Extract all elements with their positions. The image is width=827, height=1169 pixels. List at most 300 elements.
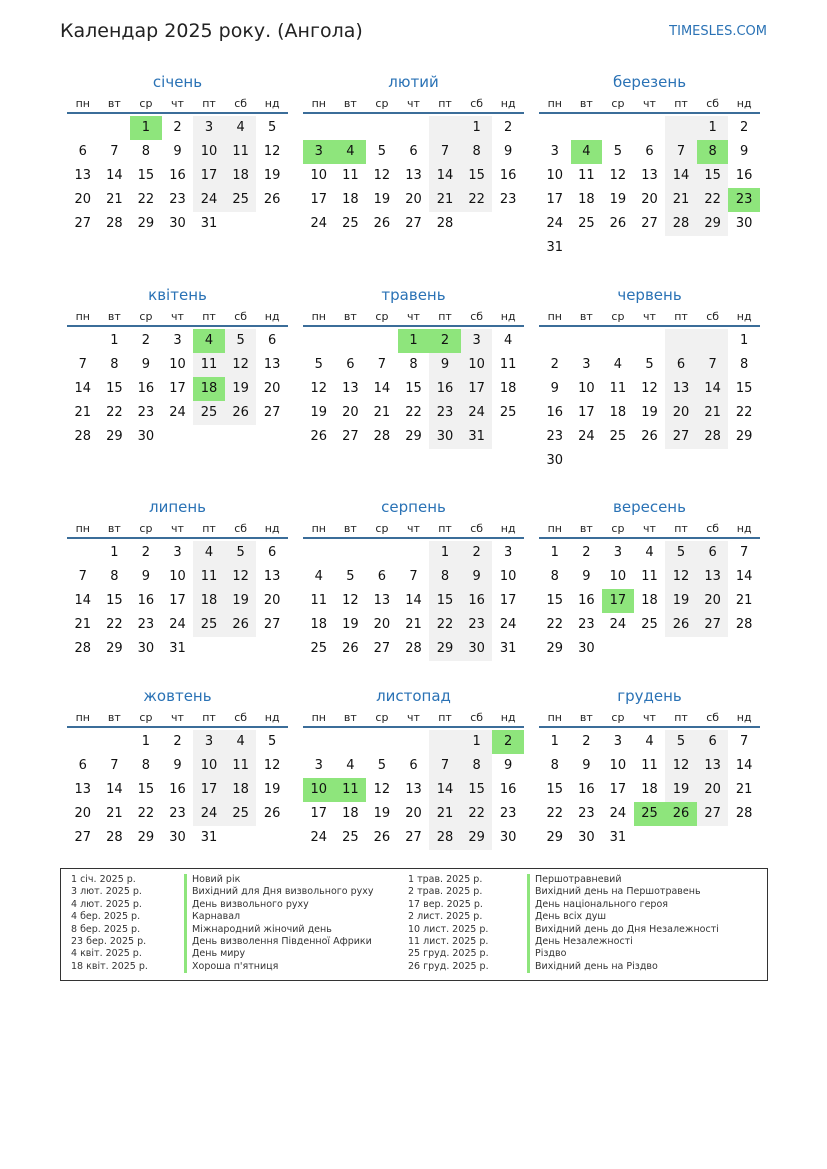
weekday-label: вт xyxy=(107,97,121,110)
holiday-legend xyxy=(60,868,768,981)
day-cell: 15 xyxy=(468,168,485,183)
legend-date: 25 груд. 2025 р. xyxy=(408,948,489,960)
day-cell: 9 xyxy=(504,144,513,159)
weekday-label: ср xyxy=(375,97,389,110)
day-cell: 12 xyxy=(263,758,281,773)
day-cell: 20 xyxy=(263,593,281,608)
day-cell: 16 xyxy=(578,782,595,797)
days-grid xyxy=(67,116,288,260)
weekday-label: чт xyxy=(407,711,420,724)
site-link[interactable]: TIMESLES.COM xyxy=(669,24,767,39)
weekday-label: пн xyxy=(547,310,562,323)
day-cell: 20 xyxy=(74,192,92,207)
holiday-day-cell: 10 xyxy=(303,778,335,802)
day-cell: 20 xyxy=(405,192,422,207)
weekday-label: пт xyxy=(438,522,452,535)
days-grid xyxy=(303,730,524,874)
day-cell: 18 xyxy=(641,593,658,608)
weekday-label: пн xyxy=(547,711,562,724)
day-cell: 17 xyxy=(169,381,186,396)
day-cell: 4 xyxy=(314,569,323,584)
weekday-label: нд xyxy=(500,310,516,323)
day-cell: 27 xyxy=(342,429,359,444)
legend-date: 8 бер. 2025 р. xyxy=(71,923,141,935)
legend-holiday-name: Міжнародний жіночий день xyxy=(184,924,389,936)
day-cell: 11 xyxy=(641,758,658,773)
day-cell: 20 xyxy=(672,405,690,420)
day-cell: 5 xyxy=(676,545,686,560)
day-cell: 20 xyxy=(405,806,422,821)
day-cell: 27 xyxy=(263,405,281,420)
days-grid xyxy=(67,329,288,473)
day-cell: 22 xyxy=(106,617,123,632)
day-cell: 26 xyxy=(373,216,391,231)
day-cell: 13 xyxy=(263,357,281,372)
day-cell: 24 xyxy=(546,216,564,231)
day-cell: 19 xyxy=(232,593,249,608)
day-cell: 13 xyxy=(74,168,92,183)
day-cell: 19 xyxy=(641,405,658,420)
holiday-day-cell: 11 xyxy=(335,778,367,802)
day-cell: 8 xyxy=(472,144,481,159)
day-cell: 6 xyxy=(409,758,418,773)
day-cell: 29 xyxy=(137,830,155,845)
legend-date: 18 квіт. 2025 р. xyxy=(71,960,148,972)
legend-date: 17 вер. 2025 р. xyxy=(408,898,483,910)
days-grid xyxy=(67,730,288,874)
legend-holiday-name: Новий рік xyxy=(184,874,389,886)
day-cell: 14 xyxy=(373,381,391,396)
day-cell: 16 xyxy=(578,593,595,608)
day-cell: 29 xyxy=(137,216,155,231)
legend-names-left xyxy=(184,874,389,973)
day-cell: 1 xyxy=(472,734,481,749)
day-cell: 18 xyxy=(200,593,218,608)
day-cell: 15 xyxy=(704,168,721,183)
weekday-header xyxy=(303,708,524,728)
legend-holiday-name: День всіх душ xyxy=(527,911,732,923)
legend-holiday-name: День визволення Південної Африки xyxy=(184,936,389,948)
day-cell: 19 xyxy=(342,617,359,632)
day-cell: 26 xyxy=(310,429,328,444)
day-cell: 17 xyxy=(578,405,595,420)
day-cell: 2 xyxy=(141,545,151,560)
holiday-day-cell: 2 xyxy=(429,329,461,353)
day-cell: 21 xyxy=(735,782,753,797)
day-cell: 27 xyxy=(74,830,92,845)
day-cell: 21 xyxy=(106,806,123,821)
day-cell: 2 xyxy=(173,734,182,749)
day-cell: 30 xyxy=(468,641,485,656)
weekday-label: чт xyxy=(643,711,656,724)
day-cell: 10 xyxy=(578,381,595,396)
weekday-label: нд xyxy=(736,711,752,724)
weekday-header xyxy=(303,519,524,539)
day-cell: 3 xyxy=(173,333,182,348)
day-cell: 20 xyxy=(641,192,658,207)
day-cell: 7 xyxy=(708,357,717,372)
day-cell: 5 xyxy=(613,144,623,159)
weekday-label: нд xyxy=(500,711,516,724)
weekday-label: ср xyxy=(139,711,153,724)
day-cell: 7 xyxy=(377,357,387,372)
day-cell: 8 xyxy=(141,758,151,773)
weekday-label: сб xyxy=(470,711,484,724)
day-cell: 12 xyxy=(373,168,391,183)
day-cell: 24 xyxy=(578,429,595,444)
weekday-label: нд xyxy=(736,522,752,535)
legend-date: 4 лют. 2025 р. xyxy=(71,898,142,910)
day-cell: 10 xyxy=(499,569,517,584)
weekday-label: чт xyxy=(407,97,420,110)
day-cell: 24 xyxy=(310,830,328,845)
day-cell: 16 xyxy=(169,168,186,183)
day-cell: 6 xyxy=(676,357,686,372)
day-cell: 24 xyxy=(200,806,218,821)
legend-holiday-name: Першотравневий xyxy=(527,874,732,886)
day-cell: 6 xyxy=(645,144,654,159)
weekday-label: ср xyxy=(139,310,153,323)
holiday-day-cell: 23 xyxy=(728,188,760,212)
month-3 xyxy=(539,72,760,260)
day-cell: 18 xyxy=(499,381,517,396)
weekday-label: пн xyxy=(311,711,326,724)
day-cell: 9 xyxy=(141,357,151,372)
weekday-label: вт xyxy=(107,310,121,323)
day-cell: 31 xyxy=(546,240,564,255)
day-cell: 29 xyxy=(546,830,564,845)
weekday-label: вт xyxy=(579,310,593,323)
day-cell: 1 xyxy=(440,545,450,560)
weekday-label: пт xyxy=(674,711,688,724)
day-cell: 6 xyxy=(708,734,717,749)
day-cell: 24 xyxy=(169,405,186,420)
weekday-label: пт xyxy=(202,310,216,323)
legend-date: 1 трав. 2025 р. xyxy=(408,874,483,885)
legend-holiday-name: День національного героя xyxy=(527,899,732,911)
day-cell: 2 xyxy=(582,734,591,749)
holiday-day-cell: 1 xyxy=(398,329,430,353)
day-cell: 10 xyxy=(169,569,186,584)
legend-date: 2 трав. 2025 р. xyxy=(408,886,483,898)
weekday-label: ср xyxy=(139,97,153,110)
days-grid xyxy=(303,541,524,685)
weekday-label: нд xyxy=(736,97,752,110)
day-cell: 24 xyxy=(310,216,328,231)
weekday-label: пт xyxy=(202,97,216,110)
day-cell: 11 xyxy=(232,758,249,773)
day-cell: 16 xyxy=(735,168,753,183)
day-cell: 8 xyxy=(550,569,559,584)
day-cell: 26 xyxy=(373,830,391,845)
day-cell: 2 xyxy=(550,357,559,372)
day-cell: 28 xyxy=(672,216,690,231)
month-name: серпень xyxy=(381,498,446,516)
day-cell: 30 xyxy=(578,641,595,656)
day-cell: 22 xyxy=(468,806,485,821)
weekday-label: вт xyxy=(579,711,593,724)
day-cell: 22 xyxy=(137,806,155,821)
day-cell: 5 xyxy=(377,758,387,773)
month-8 xyxy=(303,497,524,685)
day-cell: 12 xyxy=(672,758,690,773)
day-cell: 3 xyxy=(204,734,214,749)
weekday-label: ср xyxy=(611,711,625,724)
day-cell: 27 xyxy=(405,830,422,845)
day-cell: 28 xyxy=(74,429,92,444)
day-cell: 2 xyxy=(582,545,591,560)
day-cell: 5 xyxy=(236,545,245,560)
month-1 xyxy=(67,72,288,260)
day-cell: 12 xyxy=(373,782,391,797)
holiday-day-cell: 4 xyxy=(335,140,367,164)
day-cell: 25 xyxy=(342,216,359,231)
weekday-label: сб xyxy=(470,310,484,323)
weekday-label: пн xyxy=(311,522,326,535)
legend-date: 4 бер. 2025 р. xyxy=(71,911,141,923)
day-cell: 22 xyxy=(436,617,454,632)
day-cell: 3 xyxy=(504,545,513,560)
day-cell: 10 xyxy=(310,168,328,183)
day-cell: 13 xyxy=(641,168,658,183)
weekday-label: пт xyxy=(674,522,688,535)
weekday-label: пт xyxy=(674,310,688,323)
day-cell: 31 xyxy=(200,830,218,845)
day-cell: 11 xyxy=(200,357,218,372)
day-cell: 24 xyxy=(468,405,485,420)
day-cell: 6 xyxy=(268,545,277,560)
weekday-header xyxy=(303,94,524,114)
day-cell: 19 xyxy=(373,806,391,821)
day-cell: 5 xyxy=(268,120,277,135)
day-cell: 17 xyxy=(609,782,627,797)
day-cell: 22 xyxy=(735,405,753,420)
day-cell: 16 xyxy=(436,381,454,396)
month-name: листопад xyxy=(376,687,451,705)
legend-holiday-name: Вихідний день до Дня Незалежності xyxy=(527,924,732,936)
legend-date: 1 січ. 2025 р. xyxy=(71,874,136,885)
day-cell: 12 xyxy=(263,144,281,159)
day-cell: 24 xyxy=(609,806,627,821)
day-cell: 17 xyxy=(200,782,218,797)
day-cell: 1 xyxy=(740,333,749,348)
month-name: липень xyxy=(148,498,207,516)
month-name: червень xyxy=(617,286,682,304)
day-cell: 15 xyxy=(468,782,485,797)
day-cell: 21 xyxy=(672,192,690,207)
legend-date: 3 лют. 2025 р. xyxy=(71,886,142,898)
weekday-header xyxy=(303,307,524,327)
holiday-day-cell: 18 xyxy=(193,377,225,401)
day-cell: 16 xyxy=(137,381,155,396)
day-cell: 14 xyxy=(672,168,690,183)
day-cell: 11 xyxy=(609,381,627,396)
weekday-label: вт xyxy=(107,522,121,535)
day-cell: 23 xyxy=(578,806,595,821)
day-cell: 4 xyxy=(346,758,355,773)
legend-date: 2 лист. 2025 р. xyxy=(408,911,483,923)
day-cell: 17 xyxy=(468,381,485,396)
weekday-label: чт xyxy=(643,310,656,323)
legend-holiday-name: Карнавал xyxy=(184,911,389,923)
day-cell: 10 xyxy=(200,144,218,159)
day-cell: 23 xyxy=(546,429,564,444)
day-cell: 14 xyxy=(436,168,454,183)
day-cell: 15 xyxy=(546,782,564,797)
day-cell: 29 xyxy=(735,429,753,444)
weekday-header xyxy=(67,519,288,539)
day-cell: 10 xyxy=(468,357,485,372)
day-cell: 23 xyxy=(436,405,454,420)
legend-date: 26 груд. 2025 р. xyxy=(408,960,489,972)
day-cell: 25 xyxy=(232,192,249,207)
weekday-label: вт xyxy=(343,711,357,724)
day-cell: 20 xyxy=(704,782,721,797)
day-cell: 8 xyxy=(110,569,119,584)
day-cell: 25 xyxy=(578,216,595,231)
day-cell: 15 xyxy=(106,381,123,396)
day-cell: 6 xyxy=(708,545,717,560)
day-cell: 22 xyxy=(468,192,485,207)
weekday-label: пн xyxy=(311,310,326,323)
day-cell: 2 xyxy=(141,333,151,348)
day-cell: 2 xyxy=(504,120,513,135)
legend-names-right xyxy=(527,874,732,973)
day-cell: 23 xyxy=(137,405,155,420)
day-cell: 11 xyxy=(310,593,328,608)
day-cell: 17 xyxy=(546,192,564,207)
holiday-day-cell: 26 xyxy=(665,802,697,826)
day-cell: 24 xyxy=(609,617,627,632)
day-cell: 22 xyxy=(704,192,721,207)
day-cell: 5 xyxy=(676,734,686,749)
weekday-label: ср xyxy=(375,711,389,724)
day-cell: 3 xyxy=(550,144,559,159)
day-cell: 5 xyxy=(314,357,323,372)
day-cell: 12 xyxy=(672,569,690,584)
day-cell: 14 xyxy=(405,593,422,608)
day-cell: 8 xyxy=(440,569,450,584)
day-cell: 23 xyxy=(169,192,186,207)
day-cell: 14 xyxy=(106,782,123,797)
day-cell: 15 xyxy=(405,381,422,396)
day-cell: 16 xyxy=(499,782,517,797)
day-cell: 13 xyxy=(373,593,391,608)
day-cell: 12 xyxy=(609,168,627,183)
day-cell: 20 xyxy=(373,617,391,632)
day-cell: 14 xyxy=(436,782,454,797)
day-cell: 30 xyxy=(436,429,454,444)
day-cell: 28 xyxy=(106,830,123,845)
day-cell: 13 xyxy=(342,381,359,396)
weekday-label: пн xyxy=(75,310,90,323)
day-cell: 27 xyxy=(74,216,92,231)
day-cell: 3 xyxy=(173,545,182,560)
day-cell: 23 xyxy=(169,806,186,821)
weekday-label: вт xyxy=(579,522,593,535)
holiday-day-cell: 8 xyxy=(697,140,729,164)
weekday-label: сб xyxy=(706,97,720,110)
legend-holiday-name: Вихідний для Дня визвольного руху xyxy=(184,886,389,898)
day-cell: 13 xyxy=(672,381,690,396)
day-cell: 25 xyxy=(499,405,517,420)
weekday-label: сб xyxy=(234,97,248,110)
day-cell: 21 xyxy=(436,806,454,821)
day-cell: 9 xyxy=(141,569,151,584)
day-cell: 27 xyxy=(263,617,281,632)
day-cell: 26 xyxy=(263,806,281,821)
month-name: березень xyxy=(612,73,687,91)
day-cell: 16 xyxy=(468,593,485,608)
legend-date: 4 квіт. 2025 р. xyxy=(71,948,142,960)
day-cell: 19 xyxy=(232,381,249,396)
day-cell: 29 xyxy=(704,216,721,231)
day-cell: 18 xyxy=(342,192,359,207)
month-5 xyxy=(303,285,524,473)
weekday-header xyxy=(67,307,288,327)
day-cell: 4 xyxy=(645,734,654,749)
day-cell: 1 xyxy=(141,734,151,749)
day-cell: 7 xyxy=(409,569,418,584)
weekday-label: нд xyxy=(500,97,516,110)
day-cell: 7 xyxy=(740,734,749,749)
day-cell: 13 xyxy=(704,758,721,773)
day-cell: 5 xyxy=(346,569,355,584)
weekday-label: сб xyxy=(234,310,248,323)
day-cell: 19 xyxy=(373,192,391,207)
day-cell: 23 xyxy=(137,617,155,632)
day-cell: 25 xyxy=(641,617,658,632)
holiday-day-cell: 17 xyxy=(602,589,634,613)
day-cell: 20 xyxy=(342,405,359,420)
day-cell: 11 xyxy=(499,357,517,372)
weekday-label: нд xyxy=(264,711,280,724)
month-name: травень xyxy=(381,286,446,304)
day-cell: 8 xyxy=(740,357,749,372)
holiday-day-cell: 3 xyxy=(303,140,335,164)
day-cell: 28 xyxy=(735,617,753,632)
legend-dates-left xyxy=(71,874,181,973)
day-cell: 30 xyxy=(499,830,517,845)
day-cell: 14 xyxy=(74,593,92,608)
legend-holiday-name: Вихідний день на Першотравень xyxy=(527,886,732,898)
day-cell: 30 xyxy=(546,453,564,468)
day-cell: 10 xyxy=(200,758,218,773)
day-cell: 10 xyxy=(609,569,627,584)
day-cell: 11 xyxy=(200,569,218,584)
month-name: вересень xyxy=(613,498,686,516)
day-cell: 20 xyxy=(74,806,92,821)
weekday-label: пт xyxy=(202,711,216,724)
day-cell: 13 xyxy=(263,569,281,584)
day-cell: 31 xyxy=(200,216,218,231)
weekday-label: нд xyxy=(264,97,280,110)
day-cell: 25 xyxy=(200,617,218,632)
day-cell: 25 xyxy=(310,641,328,656)
day-cell: 28 xyxy=(405,641,422,656)
month-2 xyxy=(303,72,524,260)
day-cell: 7 xyxy=(78,569,87,584)
weekday-label: сб xyxy=(470,97,484,110)
weekday-label: пт xyxy=(438,310,452,323)
day-cell: 31 xyxy=(169,641,186,656)
day-cell: 31 xyxy=(499,641,517,656)
day-cell: 11 xyxy=(641,569,658,584)
legend-date: 11 лист. 2025 р. xyxy=(408,935,489,947)
day-cell: 6 xyxy=(346,357,355,372)
day-cell: 19 xyxy=(672,593,690,608)
holiday-day-cell: 25 xyxy=(634,802,666,826)
